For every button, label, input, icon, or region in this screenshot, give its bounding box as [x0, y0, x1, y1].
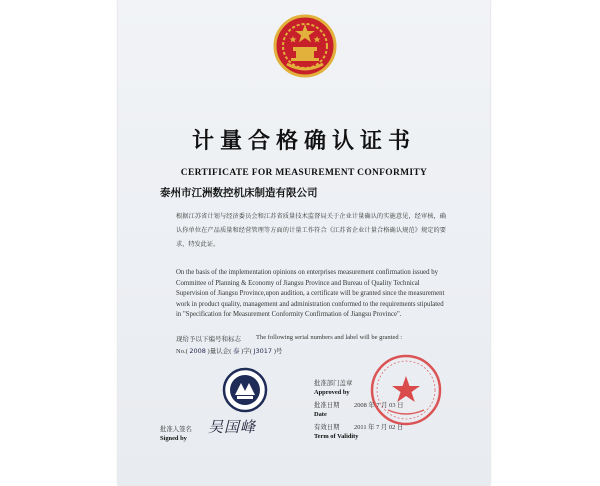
body-text-cn: 根据江苏省计划与经济委员会和江苏省质量技术监督局关于企业计量确认的实施意见，经审核，确认你单位在产品质量和经营管理等方面的计量工作符合《江苏省企业计量合格确认规范》规定的要求，特发此证。	[176, 213, 446, 248]
serial-code: 泰	[233, 347, 240, 355]
certificate-title-cn: 计量合格确认证书	[191, 129, 416, 154]
official-seal-icon	[368, 352, 444, 428]
certificate-title-en: CERTIFICATE FOR MEASUREMENT CONFORMITY	[180, 168, 428, 178]
validity-label-cn: 有效日期	[314, 424, 340, 431]
body-text-en: On the basis of the implementation opinions on enterprises measurement confirmation issued by Committee of Planning & Economy of Jiangsu Province and Bureau of Quality Technical Supervision of Jiangsu Province,upon audition, a certificate will be granted since the measurement work in product quality, management and administration conformed to the requirements stipulated in "Specification for Measurement Conformity Confirmation of Jiangsu Province".	[176, 269, 445, 319]
certificate-paper	[118, 0, 490, 486]
approval-date-label-cn: 批准日期	[314, 402, 340, 409]
serial-mid-2: )字(	[241, 348, 252, 355]
validity-value: 2011 年 7 月 02 日	[354, 424, 404, 431]
serial-mid-1: )量认企(	[207, 348, 232, 355]
serial-number-line	[176, 346, 282, 355]
signature: 吴国峰	[208, 418, 257, 436]
serial-prefix: No.(	[176, 348, 188, 355]
signed-by-en: Signed by	[160, 435, 187, 442]
national-emblem-icon	[273, 14, 337, 78]
serial-year: 2008	[189, 347, 206, 355]
serial-intro-en: The following serial numbers and label will be granted :	[256, 334, 403, 341]
signed-by-cn: 批准人签名	[160, 426, 192, 433]
approved-by-en: Approved by	[314, 389, 350, 396]
serial-intro-cn: 现给予以下编号和标志	[176, 336, 241, 343]
approval-date-label-en: Date	[314, 411, 327, 418]
serial-number: J3017	[253, 347, 273, 355]
company-name: 泰州市江洲数控机床制造有限公司	[160, 187, 318, 199]
serial-suffix: )号	[273, 348, 283, 355]
validity-label-en: Term of Validity	[314, 433, 359, 440]
measurement-logo-icon	[222, 367, 268, 413]
approved-by-cn: 批准部门盖章	[314, 380, 353, 387]
approval-date-value: 2008 年 7 月 03 日	[354, 402, 404, 409]
